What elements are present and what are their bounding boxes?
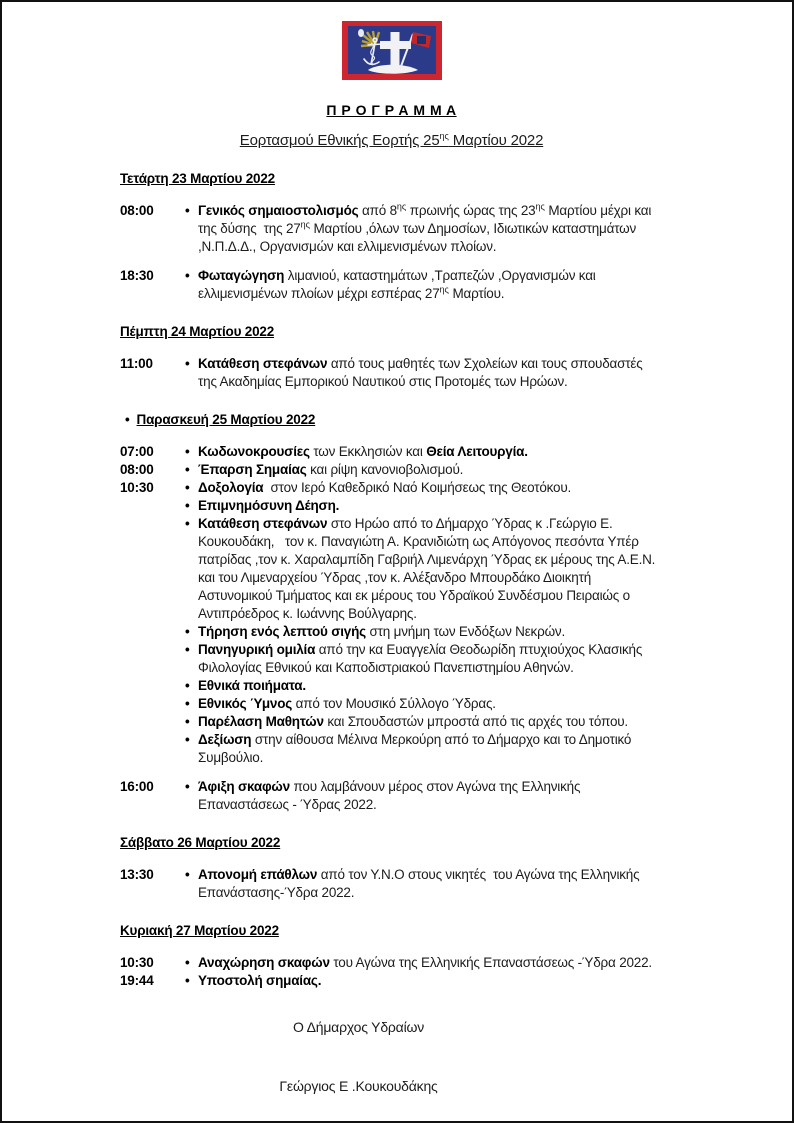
event-bullet: •	[185, 973, 190, 988]
text-run: από την κα Ευαγγελία Θεοδωρίδη πτυχιούχος Κλασικής Φιλολογίας Εθνικού και Καποδιστριακού Πανεπιστημίου Αθηνών.	[198, 642, 646, 675]
text-run: από τον Υ.Ν.Ο στους νικητές του Αγώνα της Ελληνικής Επανάστασης-Ύδρα 2022.	[198, 867, 643, 900]
event-bullet: •	[185, 714, 190, 729]
event-row	[120, 355, 663, 391]
program-title-text: Π Ρ Ο Γ Ρ Α Μ Μ Α	[326, 102, 457, 118]
event-time: 08:00	[120, 462, 154, 477]
text-run: και Σπουδαστών μπροστά από τις αρχές του τόπου.	[323, 714, 628, 729]
text-run: Κατάθεση στεφάνων	[198, 356, 328, 371]
event-bullet: •	[185, 516, 190, 531]
text-run: Θεία Λειτουργία.	[426, 444, 528, 459]
event-row	[120, 479, 663, 497]
event-text	[198, 479, 663, 497]
event-row	[120, 677, 663, 695]
section-title: Πέμπτη 24 Μαρτίου 2022	[120, 324, 275, 339]
text-run: Κατάθεση στεφάνων	[198, 516, 328, 531]
event-row	[120, 713, 663, 731]
signature-block	[87, 1018, 630, 1095]
event-time: 11:00	[120, 356, 153, 371]
event-time: 10:30	[120, 480, 154, 495]
text-run: Επιμνημόσυνη Δέηση.	[198, 498, 340, 513]
superscript-run: ης	[439, 131, 449, 141]
text-run: στην αίθουσα Μέλινα Μερκούρη από το Δήμαρχο και το Δημοτικό Συμβούλιο.	[198, 732, 635, 765]
event-row	[120, 695, 663, 713]
event-text	[198, 267, 663, 303]
event-bullet: •	[185, 498, 190, 513]
schedule-section-2	[120, 411, 663, 814]
event-bullet: •	[185, 955, 190, 970]
text-run: Πανηγυρική ομιλία	[198, 642, 316, 657]
event-row	[120, 461, 663, 479]
section-title: Σάββατο 26 Μαρτίου 2022	[120, 835, 281, 850]
event-time: 08:00	[120, 203, 154, 218]
text-run: στον Ιερό Καθεδρικό Ναό Κοιμήσεως της Θεοτόκου.	[263, 480, 572, 495]
event-bullet: •	[185, 203, 190, 218]
text-run: Μαρτίου.	[448, 286, 505, 301]
signature-name: Γεώργιος Ε .Κουκουδάκης	[279, 1078, 438, 1094]
event-time: 13:30	[120, 867, 154, 882]
event-text	[198, 641, 663, 677]
text-run: Υποστολή σημαίας.	[198, 973, 322, 988]
event-row	[120, 497, 663, 515]
small-flag-emblem	[417, 36, 426, 44]
event-subtitle-text	[240, 132, 543, 149]
event-text	[198, 695, 663, 713]
event-text	[198, 972, 663, 990]
event-text	[198, 202, 663, 256]
text-run: πρωινής ώρας της 23	[406, 203, 536, 218]
section-header	[120, 170, 663, 188]
schedule-section-0	[120, 170, 663, 303]
schedule	[120, 170, 663, 990]
text-run: Μαρτίου μέχρι και της δύσης της 27	[198, 203, 655, 236]
owl-icon	[358, 29, 364, 37]
event-row	[120, 972, 663, 990]
hydra-flag-emblem	[342, 21, 442, 85]
signature-title: Ο Δήμαρχος Υδραίων	[292, 1019, 425, 1035]
event-text	[198, 515, 663, 623]
event-time: 19:44	[120, 973, 154, 988]
event-row	[120, 731, 663, 767]
text-run: που λαμβάνουν μέρος στον Αγώνα της Ελληνικής Επαναστάσεως - Ύδρας 2022.	[198, 779, 584, 812]
text-run: Μαρτίου ,όλων των Δημοσίων, Ιδιωτικών καταστημάτων ,Ν.Π.Δ.Δ., Οργανισμών και ελλιμενισμένων πλοίων.	[198, 221, 640, 254]
event-row	[120, 267, 663, 303]
event-bullet: •	[185, 268, 190, 283]
text-run: Άφιξη σκαφών	[198, 779, 290, 794]
event-time: 07:00	[120, 444, 154, 459]
superscript-run: ης	[396, 201, 407, 212]
section-bullet: •	[125, 412, 130, 427]
section-header	[120, 411, 663, 429]
schedule-section-1	[120, 323, 663, 391]
text-run: Αναχώρηση σκαφών	[198, 955, 330, 970]
schedule-section-3	[120, 834, 663, 902]
event-time: 10:30	[120, 955, 154, 970]
event-subtitle	[120, 132, 663, 150]
section-title: Τετάρτη 23 Μαρτίου 2022	[120, 171, 275, 186]
event-time: 18:30	[120, 268, 154, 283]
event-bullet: •	[185, 867, 190, 882]
event-bullet: •	[185, 696, 190, 711]
event-row	[120, 202, 663, 256]
superscript-run: ης	[300, 219, 310, 230]
section-title: Κυριακή 27 Μαρτίου 2022	[120, 923, 279, 938]
event-bullet: •	[185, 480, 190, 495]
superscript-run: ης	[535, 201, 545, 212]
event-text	[198, 778, 663, 814]
text-run: από τον Μουσικό Σύλλογο Ύδρας.	[292, 696, 496, 711]
text-run: στη μνήμη των Ενδόξων Νεκρών.	[365, 624, 566, 639]
event-bullet: •	[185, 356, 190, 371]
text-run: από τους μαθητές των Σχολείων και τους σπουδαστές της Ακαδημίας Εμπορικού Ναυτικού στις Προτομές των Ηρώων.	[198, 356, 647, 389]
text-run: Κωδωνοκρουσίες	[198, 444, 310, 459]
text-run: Έπαρση Σημαίας	[198, 462, 307, 477]
text-run: Φωταγώγηση	[198, 268, 285, 283]
event-bullet: •	[185, 779, 190, 794]
event-row	[120, 954, 663, 972]
event-text	[198, 355, 663, 391]
event-text	[198, 443, 663, 461]
event-text	[198, 461, 663, 479]
event-text	[198, 497, 663, 515]
event-text	[198, 677, 663, 695]
text-run: Εορτασμού Εθνικής Εορτής 25	[239, 132, 440, 149]
text-run: Δεξίωση	[198, 732, 252, 747]
event-text	[198, 623, 663, 641]
text-run: Εθνικός Ύμνος	[198, 696, 293, 711]
event-bullet: •	[185, 462, 190, 477]
event-row	[120, 515, 663, 623]
event-bullet: •	[185, 624, 190, 639]
event-row	[120, 778, 663, 814]
section-header	[120, 323, 663, 341]
event-text	[198, 731, 663, 767]
text-run: Τήρηση ενός λεπτού σιγής	[198, 624, 366, 639]
hydra-flag-svg	[342, 21, 442, 80]
text-run: Εθνικά ποιήματα.	[198, 678, 306, 693]
text-run: του Αγώνα της Ελληνικής Επαναστάσεως -Ύδρα 2022.	[329, 955, 652, 970]
text-run: λιμανιού, καταστημάτων ,Τραπεζών ,Οργανισμών και ελλιμενισμένων πλοίων μέχρι εσπέρας 27	[198, 268, 600, 301]
section-header	[120, 834, 663, 852]
text-run: από 8	[358, 203, 397, 218]
event-bullet: •	[185, 642, 190, 657]
text-run: των Εκκλησιών και	[309, 444, 427, 459]
event-text	[198, 713, 663, 731]
event-text	[198, 866, 663, 902]
superscript-run: ης	[439, 284, 449, 295]
event-row	[120, 623, 663, 641]
text-run: Παρέλαση Μαθητών	[198, 714, 324, 729]
text-run: Απονομή επάθλων	[198, 867, 318, 882]
event-bullet: •	[185, 444, 190, 459]
section-title: Παρασκευή 25 Μαρτίου 2022	[136, 412, 316, 427]
text-run: Μαρτίου 2022	[448, 132, 544, 149]
text-run: και ρίψη κανονιοβολισμού.	[306, 462, 464, 477]
schedule-section-4	[120, 922, 663, 990]
text-run: Δοξολογία	[198, 480, 264, 495]
event-bullet: •	[185, 732, 190, 747]
program-title	[120, 101, 663, 119]
event-bullet: •	[185, 678, 190, 693]
text-run: Γενικός σημαιοστολισμός	[198, 203, 359, 218]
event-time: 16:00	[120, 779, 154, 794]
text-run: στο Ηρώο από το Δήμαρχο Ύδρας κ .Γεώργιο Ε. Κουκουδάκη, τον κ. Παναγιώτη Α. Κρανιδιώτη ως Απόγονος πεσόντα Υπέρ πατρίδας ,τον κ. Χαραλαμπίδη Γαβριήλ Λιμενάρχη Ύδρας εκ μέρους της Α.Ε.Ν. και του Λιμεναρχείου Ύδρας ,τον κ. Αλέξανδρο Μπουρδάκο Διοικητή Αστυνομικού Τμήματος και εκ μέρους του Υδραϊκού Συνδέσμου Πειραιώς ο Αντιπρόεδρος κ. Ιωάννης Βούλγαρης.	[198, 516, 659, 621]
event-row	[120, 443, 663, 461]
section-header	[120, 922, 663, 940]
event-text	[198, 954, 663, 972]
event-row	[120, 866, 663, 902]
event-row	[120, 641, 663, 677]
